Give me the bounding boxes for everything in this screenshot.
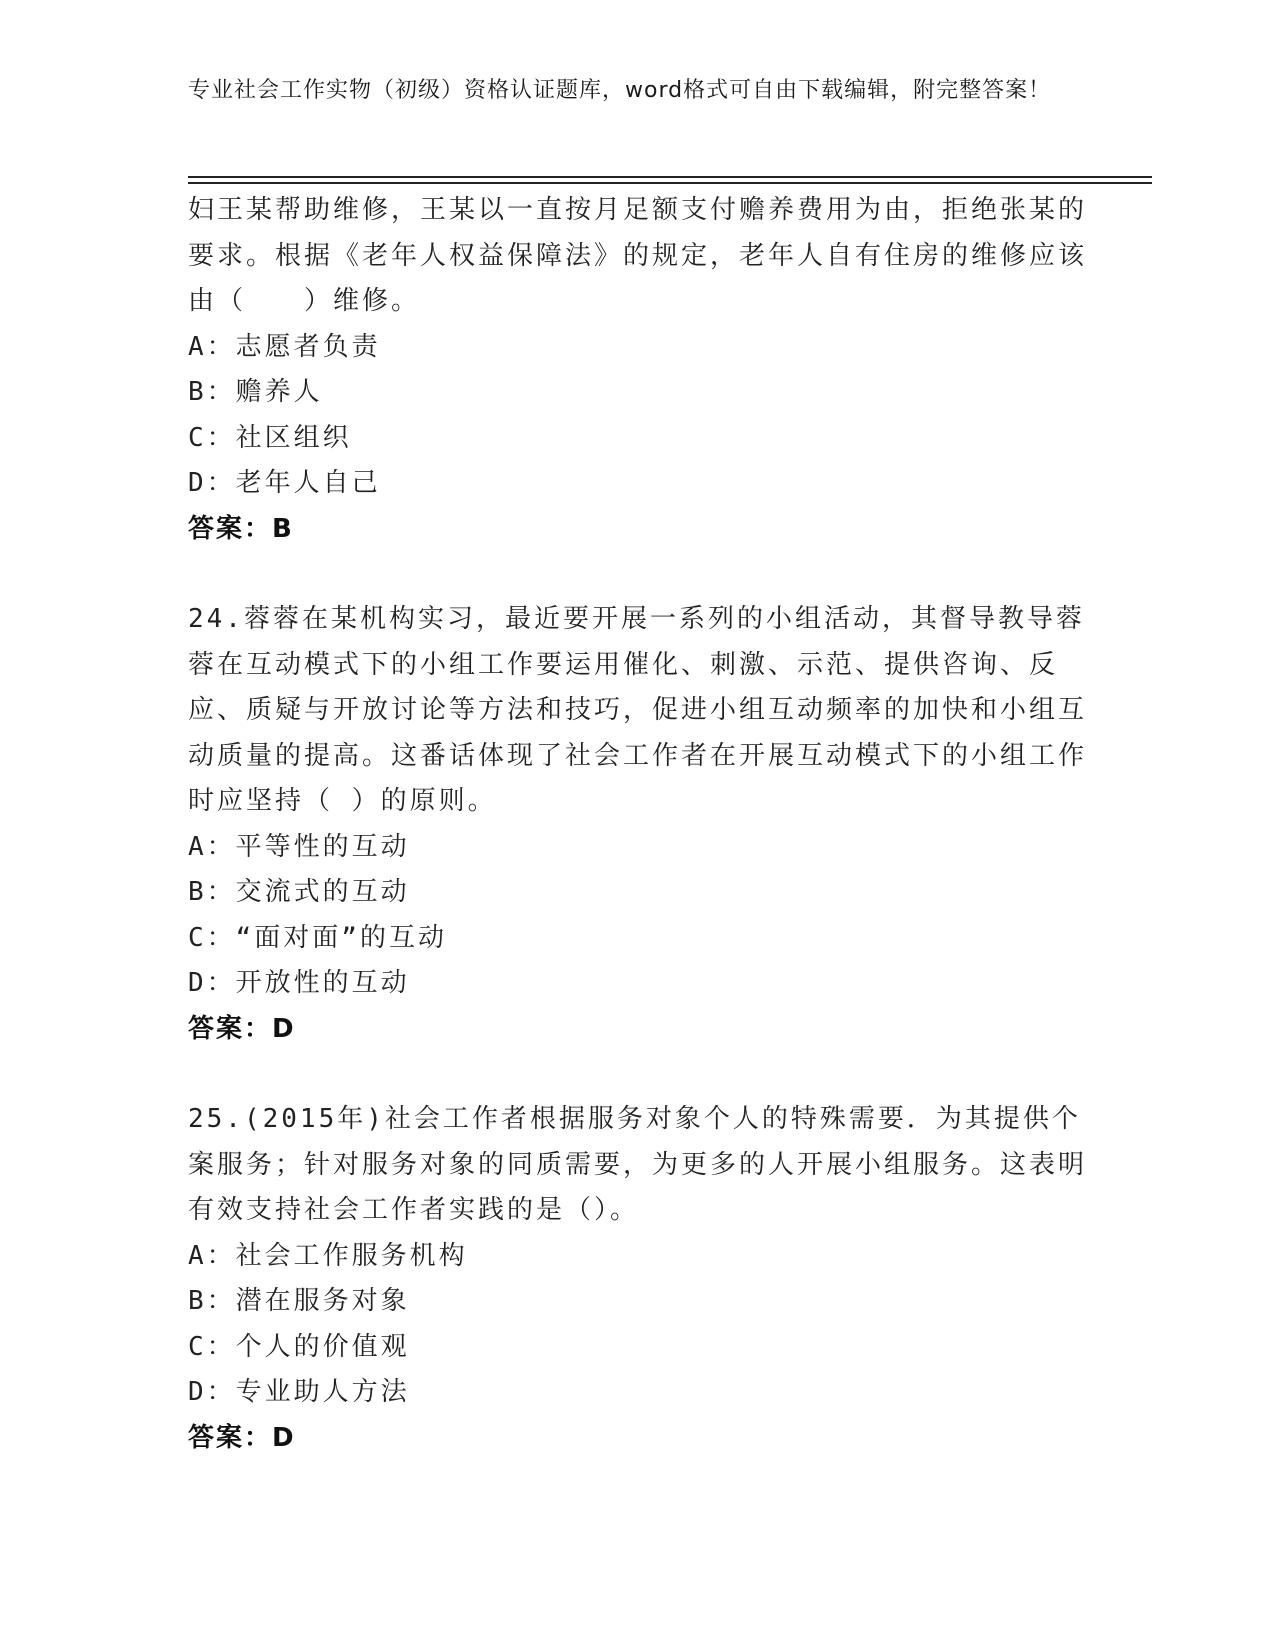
option-d: D：专业助人方法: [188, 1377, 410, 1407]
option-a: A：社会工作服务机构: [188, 1240, 468, 1271]
page-header: 专业社会工作实物（初级）资格认证题库，word格式可自由下载编辑，附完整答案！: [188, 78, 1052, 103]
question-text: 24.蓉蓉在某机构实习，最近要开展一系列的小组活动，其督导教导蓉蓉在互动模式下的小组工作要运用催化、刺激、示范、提供咨询、反应、质疑与开放讨论等方法和技巧，促进小组互动频率的加快和小组互动质量的提高。这番话体现了社会工作者在开展互动模式下的小组工作时应坚持（ ）的原则。: [188, 604, 1088, 816]
answer-line: 答案：B: [188, 513, 294, 544]
option-b: B：交流式的互动: [188, 877, 410, 907]
option-c: C：“面对面”的互动: [188, 922, 447, 953]
header-divider-top: [188, 176, 1152, 178]
question-23: [188, 188, 1088, 552]
option-b: B：赡养人: [188, 377, 323, 407]
option-b: B：潜在服务对象: [188, 1286, 410, 1316]
question-spacer: [188, 552, 1088, 597]
answer-line: 答案：D: [188, 1013, 296, 1044]
option-c: C：社区组织: [188, 422, 352, 453]
question-25: [188, 1097, 1088, 1461]
question-text: 妇王某帮助维修，王某以一直按月足额支付赡养费用为由，拒绝张某的要求。根据《老年人权益保障法》的规定，老年人自有住房的维修应该由（ ）维修。: [188, 195, 1088, 316]
option-d: D：开放性的互动: [188, 968, 410, 998]
option-c: C：个人的价值观: [188, 1331, 410, 1362]
answer-line: 答案：D: [188, 1422, 296, 1453]
option-a: A：平等性的互动: [188, 831, 410, 862]
question-24: [188, 597, 1088, 1052]
option-a: A：志愿者负责: [188, 331, 381, 362]
question-text: 25.(2015年)社会工作者根据服务对象个人的特殊需要．为其提供个案服务；针对服务对象的同质需要，为更多的人开展小组服务。这表明有效支持社会工作者实践的是（）。: [188, 1104, 1088, 1225]
option-d: D：老年人自己: [188, 468, 381, 498]
question-list: [188, 188, 1088, 1461]
question-spacer: [188, 1052, 1088, 1097]
header-divider-bottom: [188, 182, 1152, 184]
